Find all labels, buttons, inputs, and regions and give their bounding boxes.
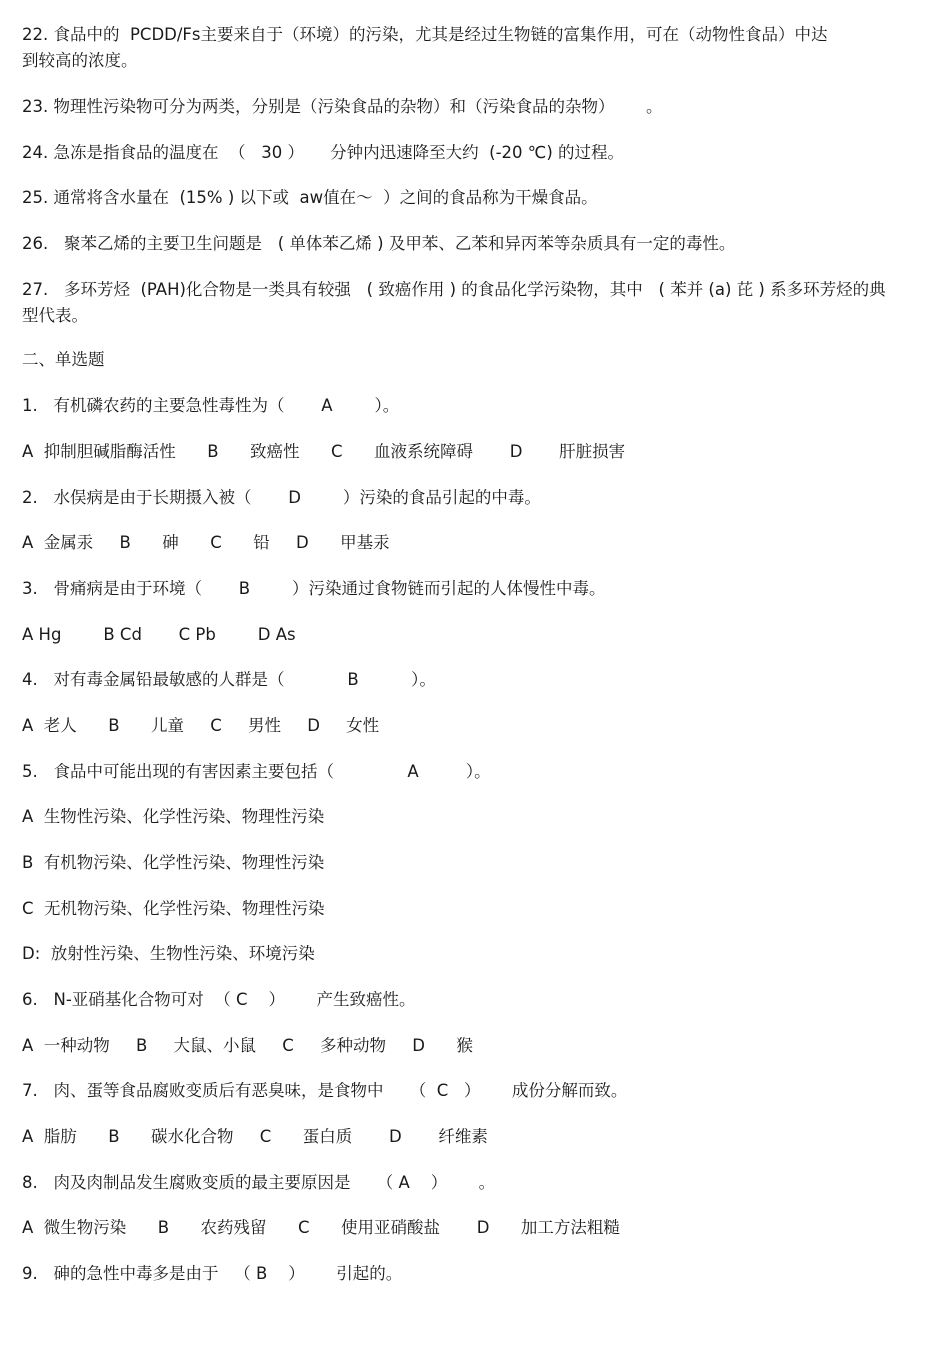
mc-options-7: A 脂肪 B 碳水化合物 C 蛋白质 D 纤维素 xyxy=(22,1127,488,1146)
mc-question-8: 8. 肉及肉制品发生腐败变质的最主要原因是 （ A ） 。 xyxy=(22,1173,496,1192)
mc-options-1: A 抑制胆碱脂酶活性 B 致癌性 C 血液系统障碍 D 肝脏损害 xyxy=(22,442,626,461)
mc-question-2: 2. 水俣病是由于长期摄入被（ D ）污染的食品引起的中毒。 xyxy=(22,488,541,507)
mc-option-5d: D: 放射性污染、生物性污染、环境污染 xyxy=(22,944,315,963)
mc-question-3: 3. 骨痛病是由于环境（ B ）污染通过食物链而引起的人体慢性中毒。 xyxy=(22,579,606,598)
mc-question-1: 1. 有机磷农药的主要急性毒性为（ A ）。 xyxy=(22,396,400,415)
fill-blank-question-26: 26. 聚苯乙烯的主要卫生问题是 ( 单体苯乙烯 ) 及甲苯、乙苯和异丙苯等杂质具有一定的毒性。 xyxy=(22,234,736,253)
fill-blank-question-25: 25. 通常将含水量在 (15% ) 以下或 aw值在～ ）之间的食品称为干燥食品。 xyxy=(22,188,598,207)
mc-question-7: 7. 肉、蛋等食品腐败变质后有恶臭味，是食物中 （ C ） 成份分解而致。 xyxy=(22,1081,628,1100)
mc-options-8: A 微生物污染 B 农药残留 C 使用亚硝酸盐 D 加工方法粗糙 xyxy=(22,1218,620,1237)
mc-question-6: 6. N-亚硝基化合物可对 （ C ） 产生致癌性。 xyxy=(22,990,416,1009)
mc-option-5c: C 无机物污染、化学性污染、物理性污染 xyxy=(22,899,325,918)
fill-blank-question-27: 27. 多环芳烃 (PAH)化合物是一类具有较强 ( 致癌作用 ) 的食品化学污染物，其中 ( 苯并 (a) 芘 ) 系多环芳烃的典 型代表。 xyxy=(22,280,886,325)
mc-option-5b: B 有机物污染、化学性污染、物理性污染 xyxy=(22,853,325,872)
mc-options-3: A Hg B Cd C Pb D As xyxy=(22,625,296,644)
mc-options-4: A 老人 B 儿童 C 男性 D 女性 xyxy=(22,716,380,735)
mc-option-5a: A 生物性污染、化学性污染、物理性污染 xyxy=(22,807,325,826)
mc-question-4: 4. 对有毒金属铅最敏感的人群是（ B ）。 xyxy=(22,670,436,689)
mc-options-2: A 金属汞 B 砷 C 铅 D 甲基汞 xyxy=(22,533,390,552)
mc-options-6: A 一种动物 B 大鼠、小鼠 C 多种动物 D 猴 xyxy=(22,1036,473,1055)
mc-question-9: 9. 砷的急性中毒多是由于 （ B ） 引起的。 xyxy=(22,1264,403,1283)
fill-blank-question-24: 24. 急冻是指食品的温度在 （ 30 ） 分钟内迅速降至大约 (-20 ℃) 的过程。 xyxy=(22,143,625,162)
section-heading-single-choice: 二、单选题 xyxy=(22,350,105,369)
fill-blank-question-22: 22. 食品中的 PCDD/Fs主要来自于（环境）的污染，尤其是经过生物链的富集作用，可在（动物性食品）中达 到较高的浓度。 xyxy=(22,25,828,70)
fill-blank-question-23: 23. 物理性污染物可分为两类，分别是（污染食品的杂物）和（污染食品的杂物） 。 xyxy=(22,97,663,116)
mc-question-5: 5. 食品中可能出现的有害因素主要包括（ A ）。 xyxy=(22,762,491,781)
